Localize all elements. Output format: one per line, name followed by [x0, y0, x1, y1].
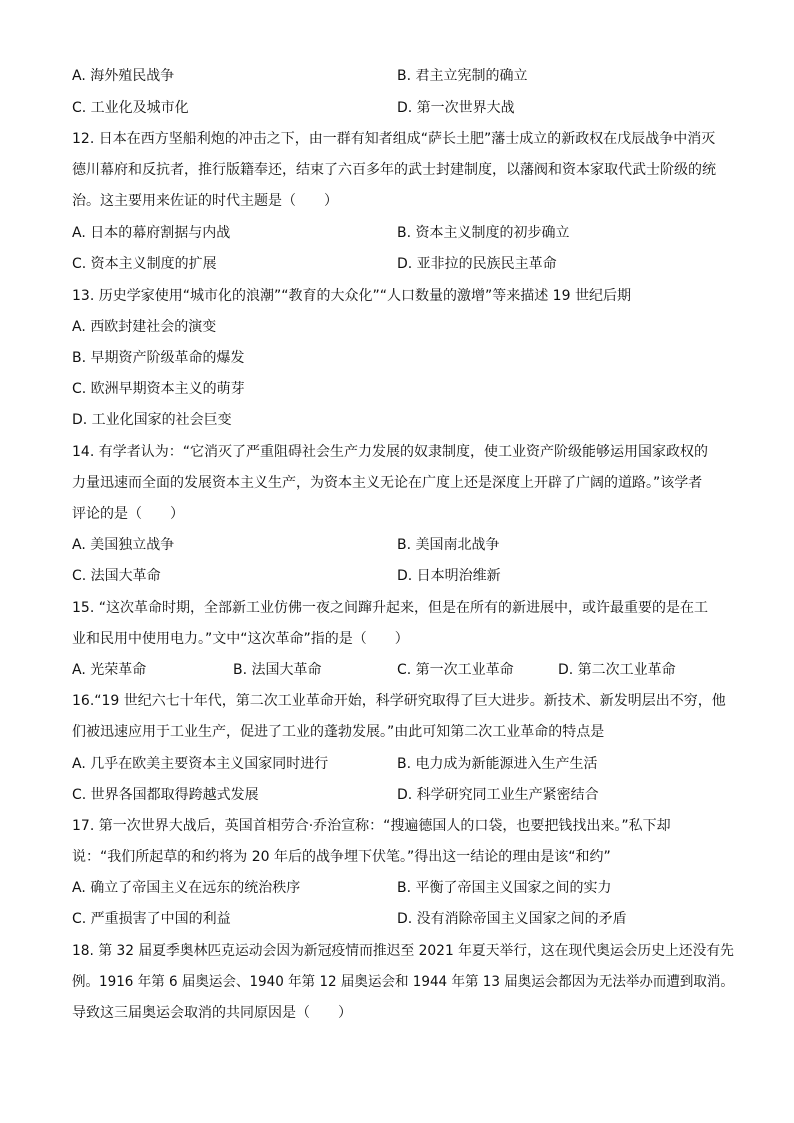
- q17-option-c[interactable]: C. 严重损害了中国的利益: [72, 911, 231, 927]
- q12-option-b[interactable]: B. 资本主义制度的初步确立: [397, 225, 570, 241]
- q13-option-b[interactable]: B. 早期资产阶级革命的爆发: [72, 350, 245, 366]
- q15-stem-line: 业和民用中使用电力。”文中“这次革命”指的是（ ）: [72, 631, 409, 647]
- q12-option-c[interactable]: C. 资本主义制度的扩展: [72, 256, 217, 272]
- q14-option-d[interactable]: D. 日本明治维新: [397, 568, 501, 584]
- q16-option-a[interactable]: A. 几乎在欧美主要资本主义国家同时进行: [72, 756, 329, 772]
- q14-option-b[interactable]: B. 美国南北战争: [397, 537, 500, 553]
- q18-stem-line: 导致这三届奥运会取消的共同原因是（ ）: [72, 1005, 352, 1021]
- q14-stem-line: 14. 有学者认为：“它消灭了严重阻碍社会生产力发展的奴隶制度，使工业资产阶级能够运用国家政权的: [72, 444, 708, 460]
- q15-option-c[interactable]: C. 第一次工业革命: [397, 662, 514, 678]
- q16-stem-line: 16.“19 世纪六七十年代，第二次工业革命开始，科学研究取得了巨大进步。新技术、新发明层出不穷，他: [72, 693, 726, 709]
- q15-stem-line: 15. “这次革命时期，全部新工业仿佛一夜之间蹿升起来，但是在所有的新进展中，或许最重要的是在工: [72, 600, 708, 616]
- q17-stem-line: 说：“我们所起草的和约将为 20 年后的战争埋下伏笔。”得出这一结论的理由是该“和约”: [72, 849, 611, 865]
- q18-stem-line: 例。1916 年第 6 届奥运会、1940 年第 12 届奥运会和 1944 年第 13 届奥运会都因为无法举办而遭到取消。: [72, 974, 734, 990]
- q12-stem-line: 德川幕府和反抗者，推行版籍奉还，结束了六百多年的武士封建制度，以藩阀和资本家取代武士阶级的统: [72, 162, 716, 178]
- q13-option-d[interactable]: D. 工业化国家的社会巨变: [72, 412, 232, 428]
- q14-option-a[interactable]: A. 美国独立战争: [72, 537, 175, 553]
- q16-option-d[interactable]: D. 科学研究同工业生产紧密结合: [397, 787, 599, 803]
- q15-option-d[interactable]: D. 第二次工业革命: [558, 662, 676, 678]
- q11-option-d[interactable]: D. 第一次世界大战: [397, 100, 515, 116]
- q15-option-b[interactable]: B. 法国大革命: [233, 662, 322, 678]
- q13-option-c[interactable]: C. 欧洲早期资本主义的萌芽: [72, 381, 245, 397]
- q12-stem-line: 治。这主要用来佐证的时代主题是（ ）: [72, 193, 338, 209]
- q18-stem-line: 18. 第 32 届夏季奥林匹克运动会因为新冠疫情而推迟至 2021 年夏天举行，这在现代奥运会历史上还没有先: [72, 943, 734, 959]
- q17-stem-line: 17. 第一次世界大战后，英国首相劳合·乔治宣称：“搜遍德国人的口袋，也要把钱找出来。”私下却: [72, 818, 671, 834]
- q17-option-a[interactable]: A. 确立了帝国主义在远东的统治秩序: [72, 880, 301, 896]
- q11-option-c[interactable]: C. 工业化及城市化: [72, 100, 189, 116]
- q16-option-b[interactable]: B. 电力成为新能源进入生产生活: [397, 756, 598, 772]
- q14-stem-line: 评论的是（ ）: [72, 506, 184, 522]
- q12-stem-line: 12. 日本在西方坚船利炮的冲击之下，由一群有知者组成“萨长土肥”藩士成立的新政权在戊辰战争中消灭: [72, 131, 716, 147]
- q13-stem-line: 13. 历史学家使用“城市化的浪潮”“教育的大众化”“人口数量的激增”等来描述 19 世纪后期: [72, 288, 631, 304]
- q16-option-c[interactable]: C. 世界各国都取得跨越式发展: [72, 787, 259, 803]
- q11-option-b[interactable]: B. 君主立宪制的确立: [397, 68, 528, 84]
- q12-option-a[interactable]: A. 日本的幕府割据与内战: [72, 225, 231, 241]
- q11-option-a[interactable]: A. 海外殖民战争: [72, 68, 175, 84]
- q13-option-a[interactable]: A. 西欧封建社会的演变: [72, 319, 217, 335]
- q12-option-d[interactable]: D. 亚非拉的民族民主革命: [397, 256, 557, 272]
- q14-stem-line: 力量迅速而全面的发展资本主义生产，为资本主义无论在广度上还是深度上开辟了广阔的道路。”该学者: [72, 475, 703, 491]
- q16-stem-line: 们被迅速应用于工业生产，促进了工业的蓬勃发展。”由此可知第二次工业革命的特点是: [72, 724, 605, 740]
- q17-option-d[interactable]: D. 没有消除帝国主义国家之间的矛盾: [397, 911, 627, 927]
- q15-option-a[interactable]: A. 光荣革命: [72, 662, 147, 678]
- q14-option-c[interactable]: C. 法国大革命: [72, 568, 161, 584]
- q17-option-b[interactable]: B. 平衡了帝国主义国家之间的实力: [397, 880, 612, 896]
